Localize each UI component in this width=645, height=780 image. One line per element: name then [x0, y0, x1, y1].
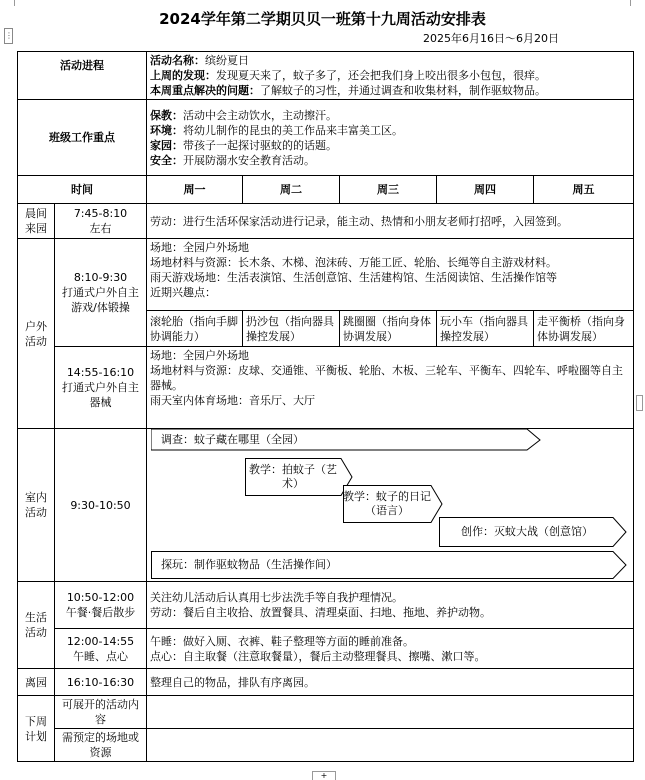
focus-key: 保教：	[150, 108, 183, 122]
focus-value: 带孩子一起探讨驱蚊的的话题。	[183, 138, 337, 152]
life-s1-line: 关注幼儿活动后认真用七步法洗手等自我护理情况。	[150, 591, 403, 604]
leave-time: 16:10-16:30	[55, 669, 147, 696]
header-row	[18, 176, 634, 204]
outdoor-s2-line: 场地：全园户外场地	[150, 349, 249, 362]
next-week-activities-label: 可展开的活动内容	[55, 696, 147, 729]
leave-row	[18, 669, 634, 696]
life-row-1	[18, 582, 634, 629]
activity-arrow	[439, 517, 627, 547]
morning-time-cell	[55, 204, 147, 239]
outdoor-s1-time-cell	[55, 239, 147, 347]
header-day: 周五	[534, 176, 634, 204]
focus-label: 班级工作重点	[18, 100, 147, 176]
outdoor-s2-content	[147, 347, 634, 429]
outdoor-s1-content	[147, 239, 634, 311]
outdoor-row-1	[18, 239, 634, 311]
outdoor-s2-line: 场地材料与资源：皮球、交通锥、平衡板、轮胎、木板、三轮车、平衡车、四轮车、呼啦圈等自主器械。	[150, 364, 623, 392]
next-week-row-2	[18, 729, 634, 762]
outdoor-row-2	[18, 347, 634, 429]
focus-value: 将幼儿制作的昆虫的美工作品来丰富美工区。	[183, 123, 403, 137]
indoor-label: 室内活动	[18, 429, 55, 582]
page-corner-mark	[14, 0, 15, 6]
key-issue-text: 了解蚊子的习性，并通过调查和收集材料，制作驱蚊物品。	[260, 84, 546, 97]
morning-time: 7:45-8:10	[73, 207, 128, 220]
outdoor-s1-line: 场地：全园户外场地	[150, 241, 249, 254]
focus-cell	[147, 100, 634, 176]
outdoor-label: 户外活动	[18, 239, 55, 429]
activity-label: 探玩：制作驱蚊物品（生活操作间）	[161, 558, 337, 571]
page-title: 2024学年第二学期贝贝一班第十九周活动安排表	[159, 10, 486, 28]
indoor-time: 9:30-10:50	[55, 429, 147, 582]
activity-label: 创作：灭蚊大战（创意馆）	[461, 525, 593, 538]
activity-label: 教学：蚊子的日记（语言）	[343, 490, 431, 517]
life-s1-name: 午餐·餐后散步	[65, 606, 136, 619]
activity-label: 教学：拍蚊子（艺术）	[249, 463, 337, 490]
focus-value: 开展防溺水安全教育活动。	[183, 153, 315, 167]
interest-item: 玩小车（指向器具操控发展）	[437, 311, 534, 347]
focus-value: 活动中会主动饮水，主动擦汗。	[183, 108, 337, 122]
add-row-icon[interactable]: +	[312, 771, 336, 780]
interest-item: 跳圈圈（指向身体协调发展）	[340, 311, 437, 347]
activity-name: 缤纷夏日	[205, 54, 249, 67]
activity-arrow	[151, 551, 627, 579]
interest-item: 滚轮胎（指向手脚协调能力）	[147, 311, 243, 347]
activity-arrow	[151, 429, 541, 451]
leave-label: 离园	[18, 669, 55, 696]
life-s1-line: 劳动：餐后自主收拾、放置餐具、清理桌面、扫地、拖地、养护动物。	[150, 606, 491, 619]
next-week-row-1	[18, 696, 634, 729]
morning-row	[18, 204, 634, 239]
life-label: 生活活动	[18, 582, 55, 669]
header-day: 周三	[340, 176, 437, 204]
life-s1-content	[147, 582, 634, 629]
morning-label: 晨间来园	[18, 204, 55, 239]
outdoor-s2-time: 14:55-16:10	[66, 366, 135, 379]
date-range: 2025年6月16日～6月20日	[423, 32, 559, 45]
outdoor-s1-line: 近期兴趣点：	[150, 286, 216, 299]
outdoor-s2-name: 打通式户外自主器械	[62, 381, 139, 409]
progress-row	[18, 52, 634, 100]
outdoor-s2-line: 雨天室内体育场地：音乐厅、大厅	[150, 394, 315, 407]
morning-sub: 左右	[89, 222, 112, 235]
life-s2-line: 午睡：做好入厕、衣裤、鞋子整理等方面的睡前准备。	[150, 634, 414, 648]
progress-label: 活动进程	[18, 52, 147, 100]
progress-cell	[147, 52, 634, 100]
life-s2-line: 点心：自主取餐（注意取餐量），餐后主动整理餐具、擦嘴、漱口等。	[150, 649, 486, 663]
schedule-table	[17, 51, 634, 762]
life-s2-time: 12:00-14:55	[66, 634, 135, 648]
next-week-resources-label: 需预定的场地或资源	[55, 729, 147, 762]
indoor-content	[147, 429, 634, 582]
next-week-resources[interactable]	[147, 729, 634, 762]
life-s2-name: 午睡、点心	[73, 649, 128, 663]
next-week-activities[interactable]	[147, 696, 634, 729]
interest-item: 扔沙包（指向器具操控发展）	[243, 311, 340, 347]
focus-key: 家园：	[150, 138, 183, 152]
focus-row	[18, 100, 634, 176]
activity-label: 调查：蚊子藏在哪里（全园）	[161, 433, 304, 446]
life-row-2	[18, 629, 634, 669]
outdoor-s1-name: 打通式户外自主游戏/体锻操	[62, 286, 139, 314]
focus-key: 安全：	[150, 153, 183, 167]
activity-name-label: 活动名称：	[150, 54, 205, 67]
life-s2-content	[147, 629, 634, 669]
activity-arrow	[245, 458, 353, 496]
focus-key: 环境：	[150, 123, 183, 137]
outdoor-s2-time-cell	[55, 347, 147, 429]
life-s1-time-cell	[55, 582, 147, 629]
header-day: 周四	[437, 176, 534, 204]
outdoor-s1-time: 8:10-9:30	[73, 271, 128, 284]
table-move-handle[interactable]: ⋮	[4, 28, 13, 44]
morning-content: 劳动：进行生活环保家活动进行记录，能主动、热情和小朋友老师打招呼，入园签到。	[147, 204, 634, 239]
leave-content: 整理自己的物品，排队有序离园。	[147, 669, 634, 696]
resize-handle[interactable]	[636, 395, 643, 411]
life-s1-time: 10:50-12:00	[66, 591, 135, 604]
last-week-label: 上周的发现：	[150, 69, 216, 82]
key-issue-label: 本周重点解决的问题：	[150, 84, 260, 97]
outdoor-s1-line: 雨天游戏场地：生活表演馆、生活创意馆、生活建构馆、生活阅读馆、生活操作馆等	[150, 271, 557, 284]
life-s2-time-cell	[55, 629, 147, 669]
last-week-text: 发现夏天来了，蚊子多了，还会把我们身上咬出很多小包包，很痒。	[216, 69, 546, 82]
interest-item: 走平衡桥（指向身体协调发展）	[534, 311, 634, 347]
header-time: 时间	[18, 176, 147, 204]
header-day: 周二	[243, 176, 340, 204]
header-day: 周一	[147, 176, 243, 204]
indoor-row	[18, 429, 634, 582]
next-week-label: 下周计划	[18, 696, 55, 762]
outdoor-s1-line: 场地材料与资源：长木条、木梯、泡沫砖、万能工匠、轮胎、长绳等自主游戏材料。	[150, 256, 557, 269]
page-corner-mark	[630, 0, 631, 6]
activity-arrow	[343, 485, 443, 523]
